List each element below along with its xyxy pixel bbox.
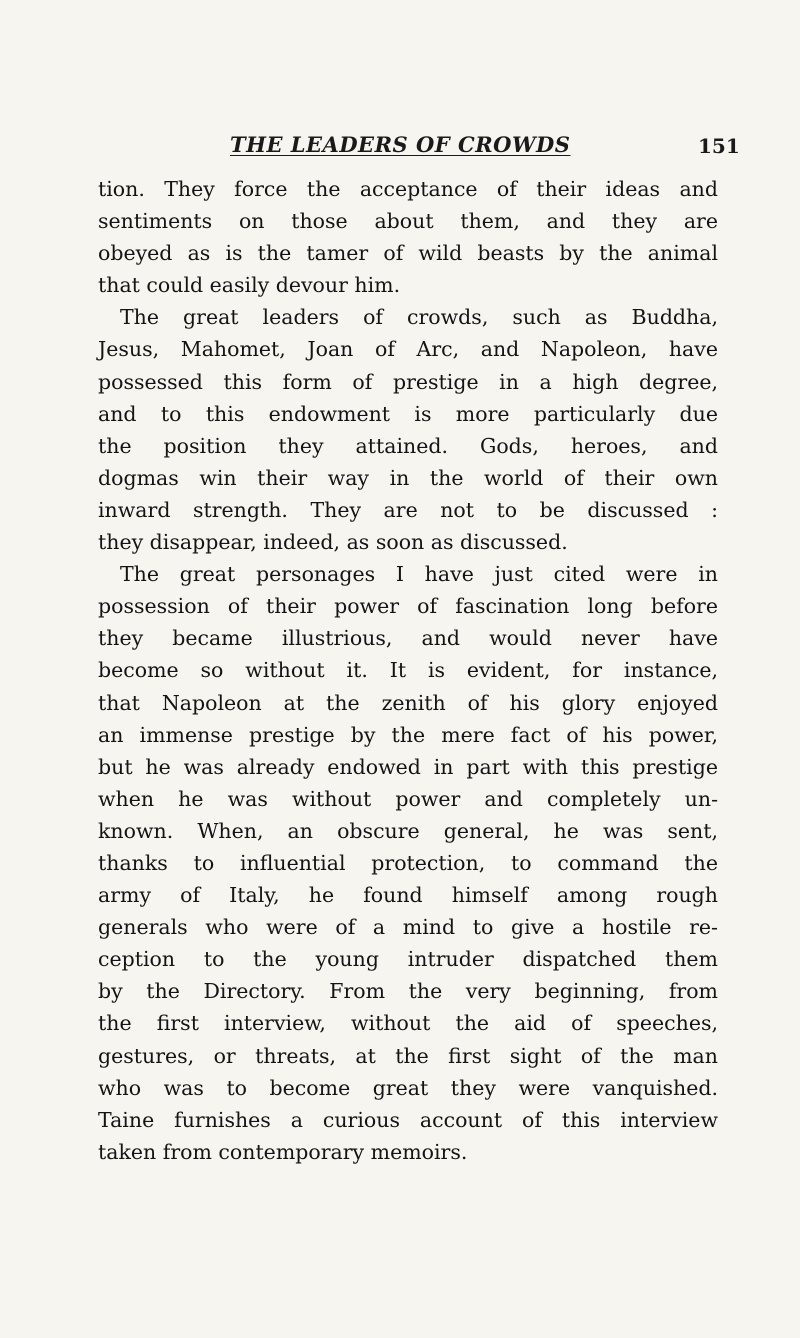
text-line: known. When, an obscure general, he was sent, [98, 818, 718, 843]
text-line: by the Directory. From the very beginning, from [98, 979, 718, 1004]
text-line: ception to the young intruder dispatched them [98, 947, 718, 972]
text-line: possessed this form of prestige in a high degree, [98, 369, 718, 394]
text-line: dogmas win their way in the world of their own [98, 465, 718, 490]
text-line: Taine furnishes a curious account of this interview [98, 1107, 718, 1132]
text-line: Jesus, Mahomet, Joan of Arc, and Napoleon, have [98, 337, 718, 362]
text-line: that could easily devour him. [98, 273, 401, 298]
text-line: that Napoleon at the zenith of his glory enjoyed [98, 690, 718, 715]
text-line: become so without it. It is evident, for instance, [98, 658, 718, 683]
text-line: generals who were of a mind to give a hostile re- [98, 915, 718, 940]
text-line: when he was without power and completely un- [98, 786, 718, 811]
text-line: inward strength. They are not to be discussed : [98, 497, 718, 522]
text-line: thanks to influential protection, to command the [98, 850, 718, 875]
running-title: THE LEADERS OF CROWDS [230, 132, 571, 157]
text-line: an immense prestige by the mere fact of his power, [98, 722, 718, 747]
text-line: army of Italy, he found himself among rough [98, 883, 718, 908]
page-number: 151 [698, 134, 740, 158]
text-line: possession of their power of fascination long before [98, 594, 718, 619]
text-line: taken from contemporary memoirs. [98, 1139, 468, 1164]
body-text [98, 173, 718, 1168]
text-line: they became illustrious, and would never have [98, 626, 718, 651]
text-line: gestures, or threats, at the first sight of the man [98, 1043, 718, 1068]
text-line: The great personages I have just cited were in [120, 562, 718, 587]
text-line: but he was already endowed in part with this prestige [98, 754, 718, 779]
text-line: who was to become great they were vanquished. [98, 1075, 718, 1100]
text-line: sentiments on those about them, and they are [98, 209, 718, 234]
text-line: obeyed as is the tamer of wild beasts by the animal [98, 241, 718, 266]
text-line: the first interview, without the aid of speeches, [98, 1011, 718, 1036]
text-line: and to this endowment is more particularly due [98, 401, 718, 426]
text-line: they disappear, indeed, as soon as discussed. [98, 530, 568, 555]
text-line: The great leaders of crowds, such as Buddha, [120, 305, 718, 330]
text-line: the position they attained. Gods, heroes, and [98, 433, 718, 458]
running-head [0, 132, 800, 172]
text-line: tion. They force the acceptance of their ideas and [98, 177, 718, 201]
